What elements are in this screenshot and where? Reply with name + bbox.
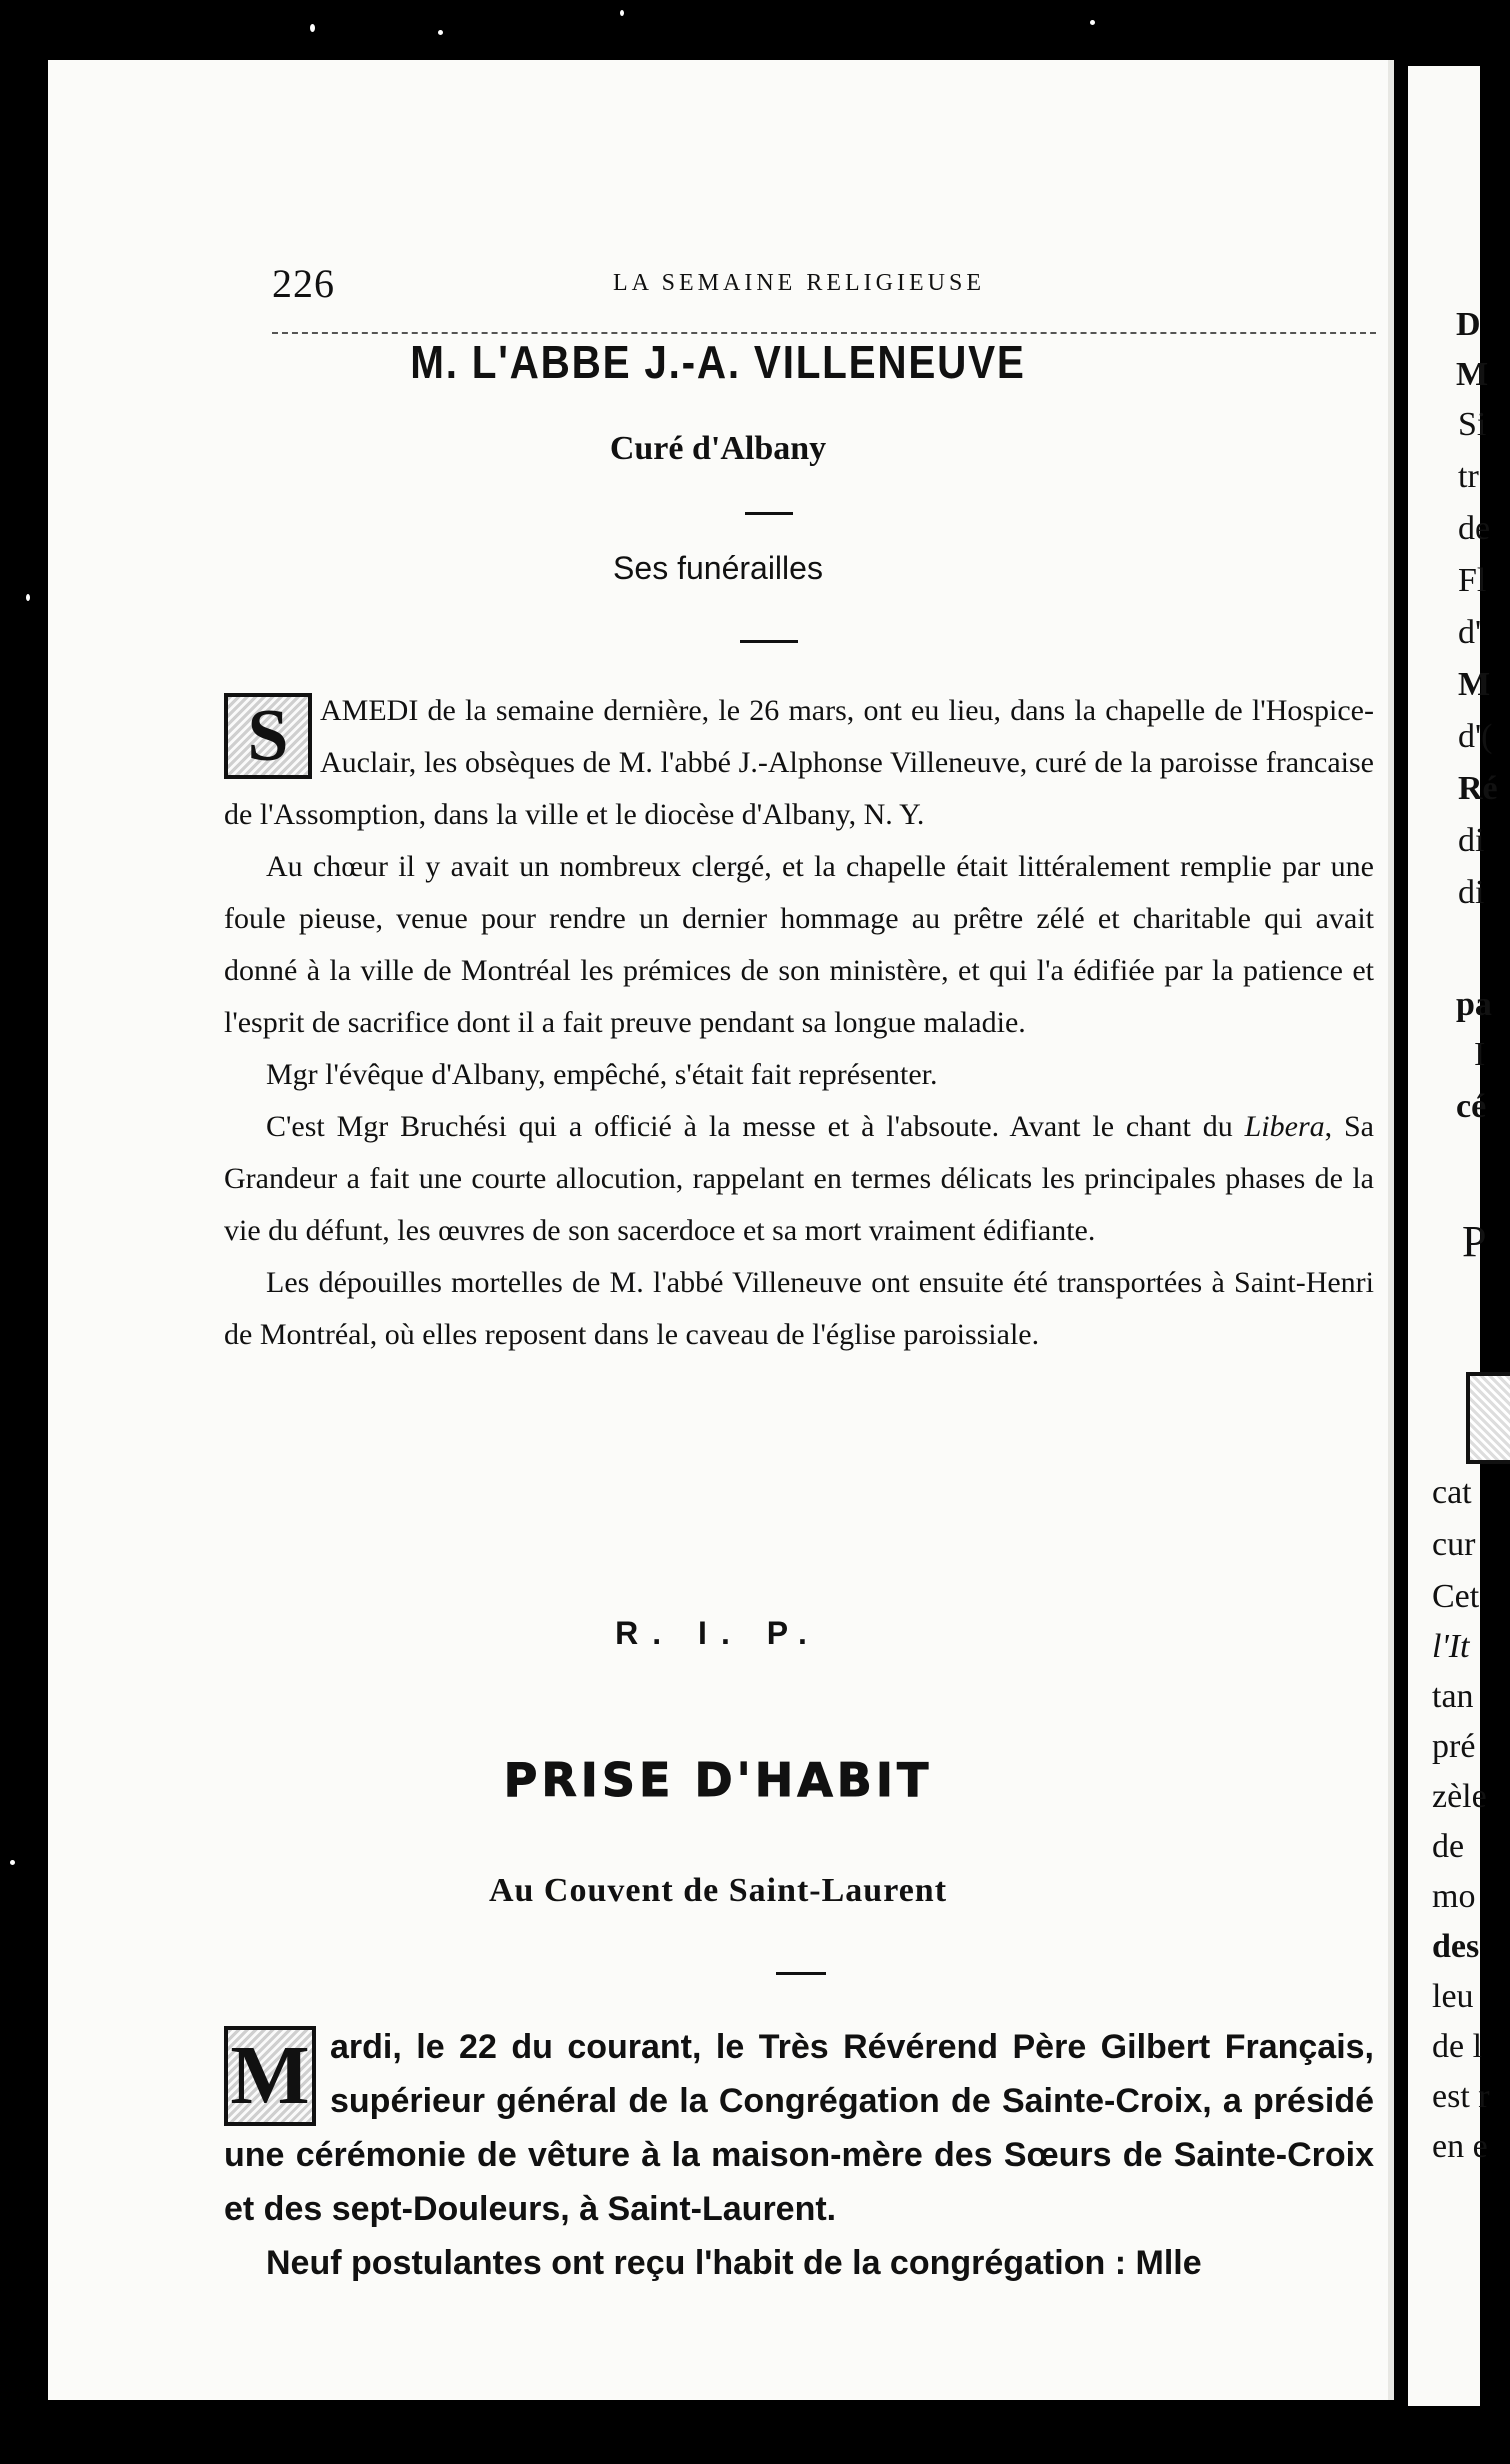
fragment: en e bbox=[1432, 2128, 1488, 2165]
fragment: cat bbox=[1432, 1474, 1472, 1511]
paragraph: C'est Mgr Bruchési qui a officié à la messe et à l'absoute. Avant le chant du Libera, Sa Grandeur a fait une courte allocution, rappelant en termes délicats les principales phases de la vie du défunt, les œuvres de son sacerdoce et sa mort vraiment édifiante. bbox=[224, 1110, 1374, 1247]
scan-speck bbox=[26, 594, 30, 601]
fragment: est r bbox=[1432, 2078, 1490, 2115]
paragraph: S AMEDI de la semaine dernière, le 26 mars, ont eu lieu, dans la chapelle de l'Hospice-Auclair, les obsèques de M. l'abbé J.-Alphonse Villeneuve, curé de la paroisse francaise de l'Assomption, dans la ville et le diocèse d'Albany, N. Y. bbox=[224, 694, 1374, 831]
fragment: de bbox=[1458, 510, 1491, 547]
fragment: Ré bbox=[1458, 770, 1498, 807]
page-header bbox=[224, 252, 1374, 342]
fragment: de l bbox=[1432, 2028, 1483, 2065]
drop-cap: S bbox=[224, 693, 312, 779]
paragraph: Neuf postulantes ont reçu l'habit de la congrégation : Mlle bbox=[266, 2244, 1202, 2282]
fragment: D bbox=[1456, 306, 1481, 343]
fragment: I bbox=[1474, 1036, 1486, 1073]
fragment: tan bbox=[1432, 1678, 1474, 1715]
page bbox=[48, 60, 1394, 2400]
fragment: Cet bbox=[1432, 1578, 1480, 1615]
fragment: pré bbox=[1432, 1728, 1476, 1765]
fragment: d'( bbox=[1458, 718, 1493, 755]
fragment: de bbox=[1432, 1828, 1465, 1865]
closing-rip: R. I. P. bbox=[615, 1615, 821, 1651]
article-subtitle: Au Couvent de Saint-Laurent bbox=[488, 1872, 948, 1909]
separator-dash bbox=[740, 640, 798, 643]
paragraph: Au chœur il y avait un nombreux clergé, et la chapelle était littéralement remplie par une foule pieuse, venue pour rendre un dernier hommage au prêtre zélé et charitable qui avait donné à la ville de Montréal les prémices de son ministère, et qui l'a édifiée par la patience et l'esprit de sacrifice dont il a fait preuve pendant sa longue maladie. bbox=[224, 850, 1374, 1039]
fragment: d' bbox=[1458, 614, 1482, 651]
drop-cap-fragment bbox=[1466, 1372, 1510, 1464]
article-title: PRISE D'HABIT bbox=[503, 1753, 933, 1807]
fragment: cé bbox=[1456, 1088, 1487, 1125]
running-title: LA SEMAINE RELIGIEUSE bbox=[613, 270, 985, 296]
separator-dash bbox=[745, 512, 793, 515]
fragment: cur bbox=[1432, 1526, 1476, 1563]
fragment: tr bbox=[1458, 458, 1479, 495]
scan-speck bbox=[310, 24, 315, 32]
fragment: des bbox=[1432, 1928, 1480, 1965]
paragraph: Les dépouilles mortelles de M. l'abbé Villeneuve ont ensuite été transportées à Saint-Henri de Montréal, où elles reposent dans le caveau de l'église paroissiale. bbox=[224, 1266, 1374, 1351]
header-rule bbox=[272, 332, 1376, 334]
scan-speck bbox=[1090, 20, 1095, 25]
scan-speck bbox=[438, 30, 443, 35]
separator-dash bbox=[776, 1972, 826, 1975]
fragment: M bbox=[1458, 666, 1491, 703]
fragment: zèle bbox=[1432, 1778, 1487, 1815]
fragment: M bbox=[1456, 356, 1489, 393]
fragment: Si bbox=[1458, 406, 1487, 443]
fragment: mo bbox=[1432, 1878, 1476, 1915]
article-title: M. L'ABBE J.-A. VILLENEUVE bbox=[410, 336, 1026, 388]
fragment: di bbox=[1458, 874, 1485, 911]
scan-speck bbox=[10, 1860, 15, 1865]
article-body bbox=[224, 2020, 1374, 2290]
drop-cap: M bbox=[224, 2026, 316, 2126]
fragment: leu bbox=[1432, 1978, 1474, 2015]
article-body bbox=[224, 685, 1374, 1361]
adjacent-page-edge bbox=[1408, 66, 1498, 2406]
section-heading: Ses funérailles bbox=[613, 550, 823, 586]
paragraph: M ardi, le 22 du courant, le Très Révérend Père Gilbert Français, supérieur général de la Congrégation de Sainte-Croix, a présidé une cérémonie de vêture à la maison-mère des Sœurs de Sainte-Croix et des sept-Douleurs, à Saint-Laurent. bbox=[224, 2028, 1374, 2228]
article-subtitle: Curé d'Albany bbox=[609, 430, 827, 467]
paragraph: Mgr l'évêque d'Albany, empêché, s'était fait représenter. bbox=[266, 1058, 938, 1091]
scan-speck bbox=[620, 10, 624, 16]
fragment: Fl bbox=[1458, 562, 1487, 599]
fragment: l'It bbox=[1432, 1628, 1470, 1665]
fragment: di bbox=[1458, 822, 1485, 859]
fragment: pa bbox=[1456, 986, 1492, 1023]
fragment: P bbox=[1462, 1217, 1487, 1266]
page-number: 226 bbox=[272, 261, 335, 306]
